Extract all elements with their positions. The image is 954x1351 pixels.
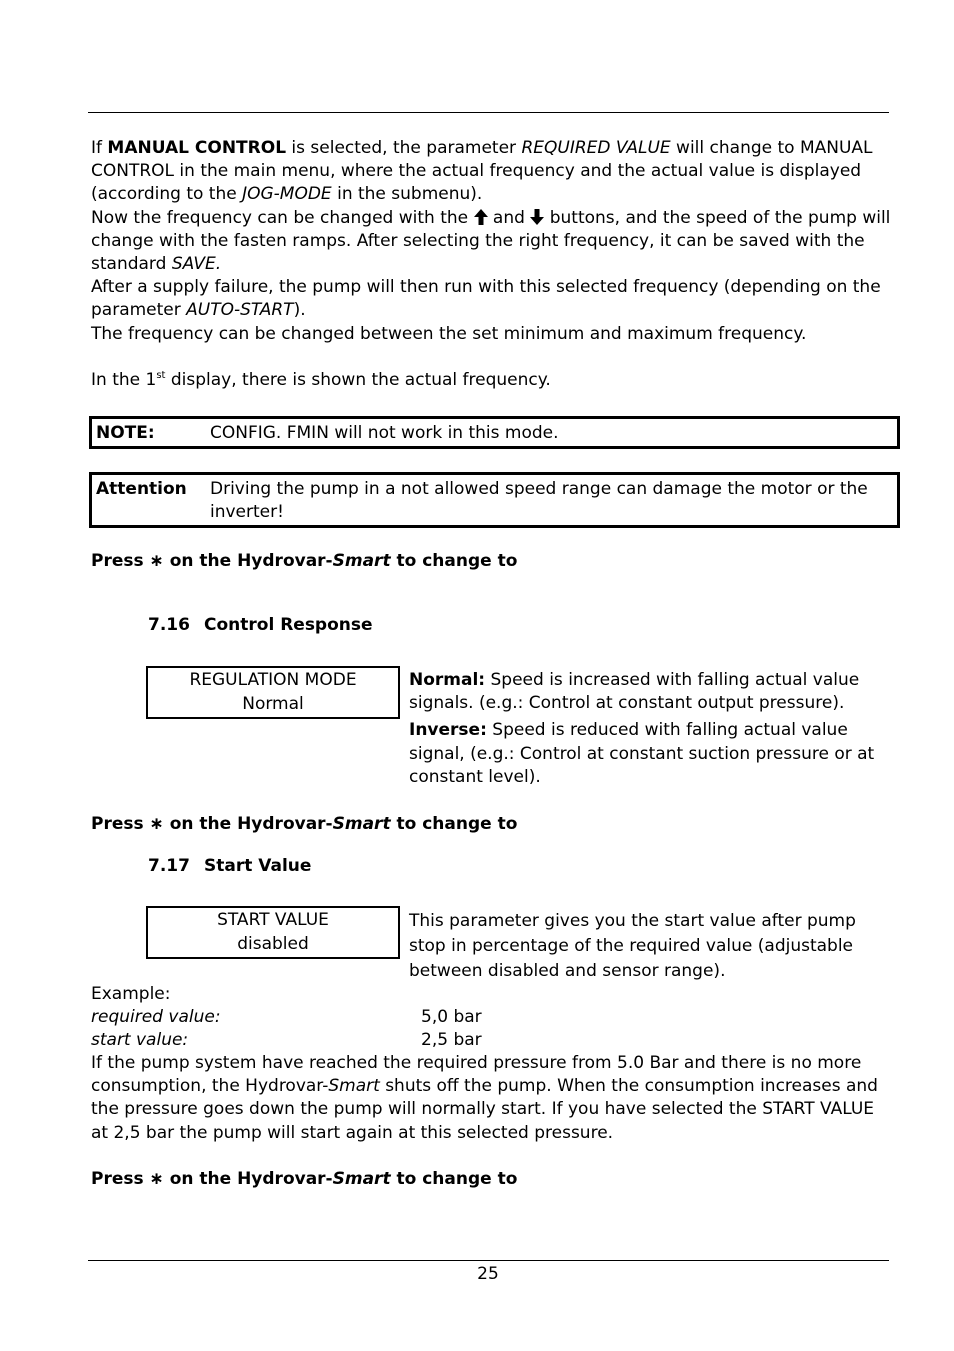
footer-rule [88,1260,889,1261]
display-line-2: Normal [242,693,304,714]
page-number: 25 [477,1264,499,1284]
intro-paragraph-1: If MANUAL CONTROL is selected, the parameter REQUIRED VALUE will change to MANUAL CONTROL in the main menu, where the actual frequency and the actual value is displayed (according to the JOG-MODE in the submenu). [91,138,873,205]
note-box [89,416,900,449]
start-value-description: This parameter gives you the start value after pump stop in percentage of the required value (adjustable between disabled and sensor range). [409,911,856,981]
arrow-up-icon [474,209,488,225]
arrow-down-icon [530,209,544,225]
intro-paragraph-5: In the 1st display, there is shown the actual frequency. [91,370,551,391]
header-rule [88,112,889,113]
inverse-description: Inverse: Speed is reduced with falling actual value signal, (e.g.: Control at constant suction pressure or at constant level). [409,720,875,787]
required-value-label: required value: [91,1007,221,1027]
asterisk-icon: ∗ [149,814,164,834]
regulation-mode-display [146,666,400,719]
intro-paragraph-2: Now the frequency can be changed with the and buttons, and the speed of the pump will change with the fasten ramps. After selecting the right frequency, it can be saved with the standard SAVE. [91,207,891,275]
regulation-mode-description [409,669,889,789]
start-value-label: start value: [91,1030,189,1050]
start-value-explanation: If the pump system have reached the required pressure from 5.0 Bar and there is no more consumption, the Hydrovar-Smart shuts off the pump. When the consumption increases and the pressure goes down the pump will normally start. If you have selected the START VALUE at 2,5 bar the pump will start again at this selected pressure. [91,1053,878,1143]
attention-box [89,472,900,528]
display-line-2: disabled [237,933,309,954]
display-line-1: START VALUE [217,910,329,930]
start-value-display [146,906,400,959]
example-label: Example: [91,984,171,1004]
start-value-value: 2,5 bar [421,1030,482,1050]
normal-description: Normal: Speed is increased with falling actual value signals. (e.g.: Control at constant output pressure). [409,670,860,714]
section-heading-7-17: 7.17 Start Value [148,856,312,876]
display-line-1: REGULATION MODE [189,670,357,690]
attention-text: Driving the pump in a not allowed speed range can damage the motor or the inverter! [210,479,868,522]
asterisk-icon: ∗ [149,1169,164,1189]
press-instruction-2: Press ∗ on the Hydrovar-Smart to change to [91,814,518,834]
section-heading-7-16: 7.16 Control Response [148,615,373,635]
attention-label: Attention [96,479,187,499]
press-instruction-3: Press ∗ on the Hydrovar-Smart to change to [91,1169,518,1189]
note-text: CONFIG. FMIN will not work in this mode. [210,423,559,443]
intro-paragraph-4: The frequency can be changed between the set minimum and maximum frequency. [91,323,807,344]
asterisk-icon: ∗ [149,551,164,571]
note-label: NOTE: [96,423,155,443]
press-instruction-1: Press ∗ on the Hydrovar-Smart to change to [91,551,518,571]
intro-paragraph-3: After a supply failure, the pump will then run with this selected frequency (depending on the parameter AUTO-START). [91,277,881,321]
intro-text [91,137,891,392]
required-value-value: 5,0 bar [421,1007,482,1027]
